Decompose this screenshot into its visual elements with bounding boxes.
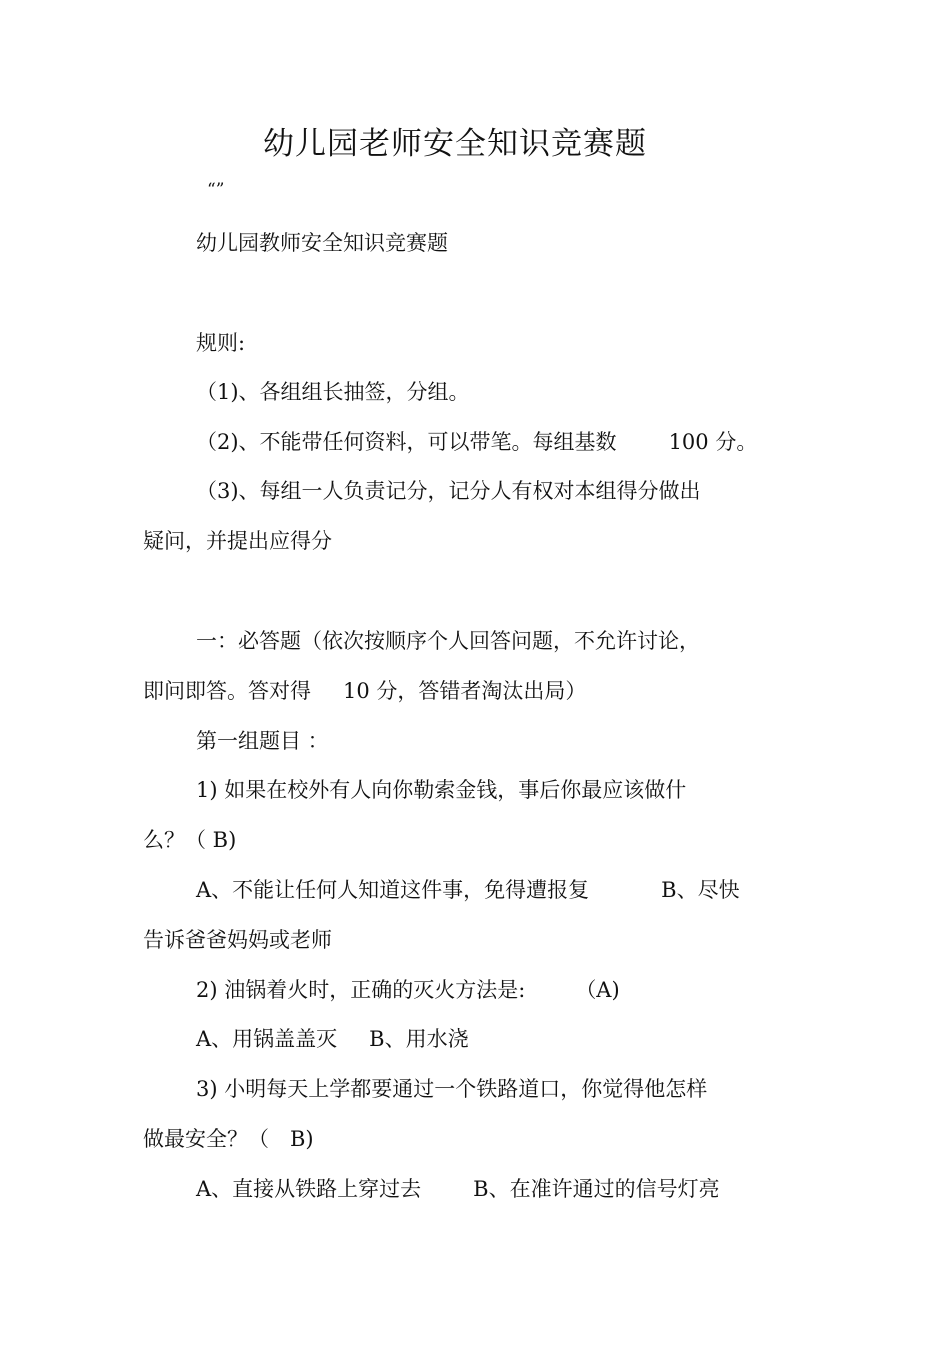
rule-2-score: 100 分。 (668, 430, 758, 454)
section-1-continued (143, 677, 586, 705)
question-1-option-b-continued: 告诉爸爸妈妈或老师 (143, 928, 332, 952)
question-2-text: 2) 油锅着火时，正确的灭火方法是: (196, 978, 526, 1002)
question-3: 3) 小明每天上学都要通过一个铁路道口，你觉得他怎样 (196, 1077, 708, 1101)
section-1-text: 即问即答。答对得 (143, 679, 311, 703)
question-3-option-b: B、在准许通过的信号灯亮 (473, 1177, 720, 1201)
rule-1: （1)、各组组长抽签，分组。 (196, 380, 470, 404)
rule-3-continued: 疑问，并提出应得分 (143, 529, 332, 553)
question-1-option-b: B、尽快 (661, 878, 740, 902)
quote-mark: “” (207, 180, 225, 200)
subtitle: 幼儿园教师安全知识竞赛题 (196, 231, 448, 255)
question-3-options (196, 1175, 720, 1203)
group-1-heading: 第一组题目 ： (196, 729, 329, 753)
question-2-options (196, 1025, 469, 1053)
section-1-score: 10 分，答错者淘汰出局） (343, 679, 587, 703)
question-1: 1) 如果在校外有人向你勒索金钱，事后你最应该做什 (196, 778, 687, 802)
question-2-option-b: B、用水浇 (369, 1027, 469, 1051)
rule-3: （3)、每组一人负责记分，记分人有权对本组得分做出 (196, 479, 701, 503)
rule-2-text: （2)、不能带任何资料，可以带笔。每组基数 (196, 430, 617, 454)
document-title: 幼儿园老师安全知识竞赛题 (263, 126, 647, 162)
question-3-option-a: A、直接从铁路上穿过去 (196, 1177, 422, 1201)
question-1-continued: 么？（ B) (143, 828, 237, 852)
section-1-heading: 一：必答题（依次按顺序个人回答问题，不允许讨论， (196, 629, 700, 653)
question-2-option-a: A、用锅盖盖灭 (196, 1027, 338, 1051)
question-2 (196, 976, 620, 1004)
rule-2 (196, 428, 757, 456)
question-3-continued: 做最安全？（ B) (143, 1127, 314, 1151)
question-2-answer: （A) (575, 978, 620, 1002)
question-1-option-a: A、不能让任何人知道这件事，免得遭报复 (196, 878, 590, 902)
question-1-options (196, 876, 740, 904)
rules-heading: 规则: (196, 331, 246, 355)
